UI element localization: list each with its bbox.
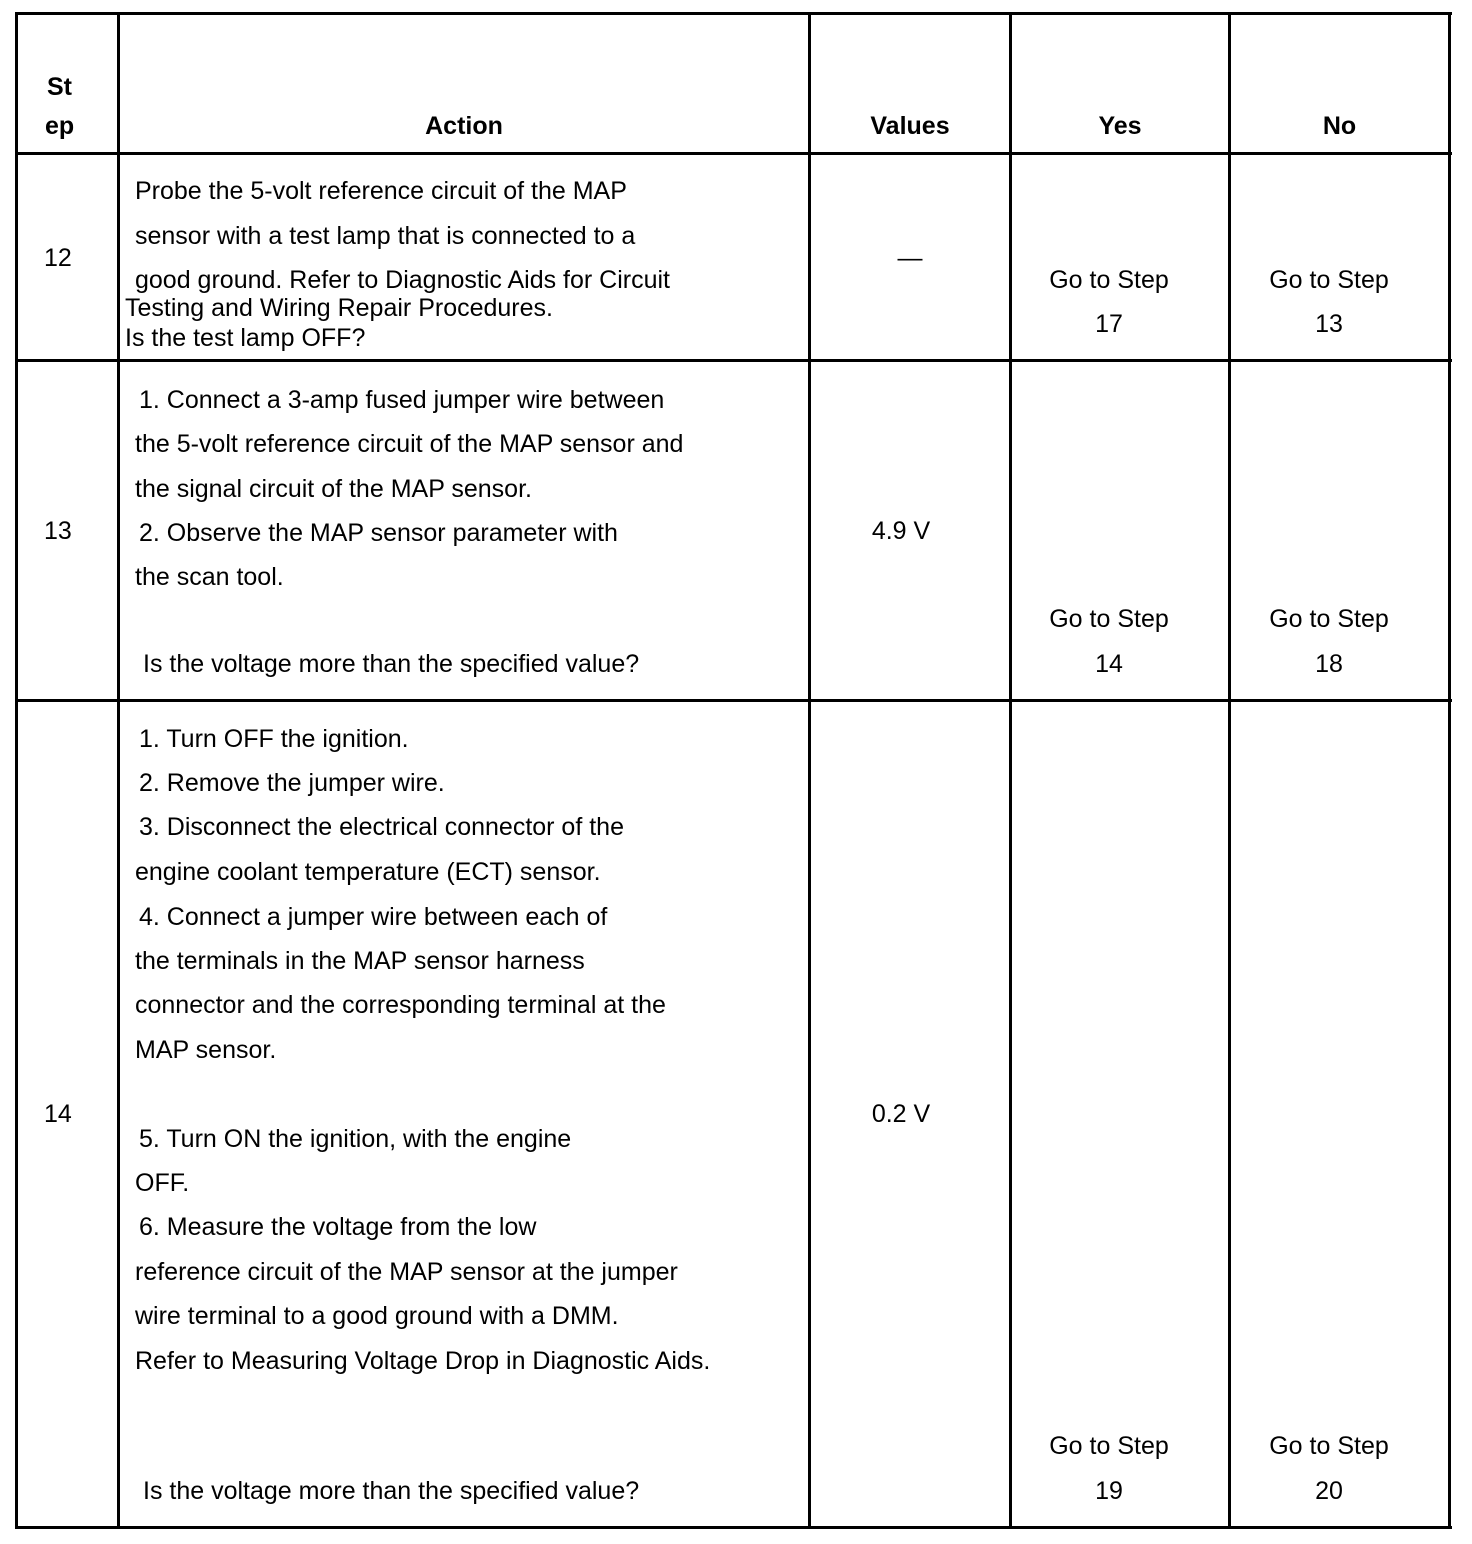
action-line: MAP sensor. xyxy=(135,1036,277,1064)
action-line: 1. Turn OFF the ignition. xyxy=(139,725,409,753)
grid-line xyxy=(117,13,120,1529)
action-line: the terminals in the MAP sensor harness xyxy=(135,947,585,975)
action-line: sensor with a test lamp that is connected to a xyxy=(135,222,636,250)
no-goto-step: 13 xyxy=(1315,310,1343,338)
step-number: 12 xyxy=(44,244,72,272)
action-line: 4. Connect a jumper wire between each of xyxy=(139,903,608,931)
yes-goto-label: Go to Step xyxy=(1049,605,1169,633)
yes-goto-label: Go to Step xyxy=(1049,266,1169,294)
header-step-line1: St xyxy=(47,73,72,101)
action-line: Refer to Measuring Voltage Drop in Diagnostic Aids. xyxy=(135,1347,711,1375)
grid-line xyxy=(15,359,1452,362)
value-cell: — xyxy=(897,244,923,272)
action-line: Is the test lamp OFF? xyxy=(125,324,366,352)
header-action: Action xyxy=(425,112,503,140)
grid-line xyxy=(1448,13,1451,1529)
action-line: connector and the corresponding terminal at the xyxy=(135,991,666,1019)
action-line: 3. Disconnect the electrical connector of the xyxy=(139,813,624,841)
no-goto-label: Go to Step xyxy=(1269,1432,1389,1460)
no-goto-step: 18 xyxy=(1315,650,1343,678)
action-line: Is the voltage more than the specified value? xyxy=(143,1477,640,1505)
action-line: Is the voltage more than the specified value? xyxy=(143,650,640,678)
step-number: 14 xyxy=(44,1100,72,1128)
yes-goto-step: 14 xyxy=(1095,650,1123,678)
header-values: Values xyxy=(870,112,950,140)
grid-line xyxy=(15,1526,1452,1529)
action-line: OFF. xyxy=(135,1169,190,1197)
grid-line xyxy=(808,13,811,1529)
grid-line xyxy=(1228,13,1231,1529)
action-line: 2. Remove the jumper wire. xyxy=(139,769,445,797)
grid-line xyxy=(15,152,1452,155)
yes-goto-step: 19 xyxy=(1095,1477,1123,1505)
grid-line xyxy=(15,699,1452,702)
grid-line xyxy=(1009,13,1012,1529)
action-line: reference circuit of the MAP sensor at the jumper xyxy=(135,1258,678,1286)
action-line: good ground. Refer to Diagnostic Aids for Circuit xyxy=(135,266,670,294)
header-no: No xyxy=(1322,112,1357,140)
action-line: 5. Turn ON the ignition, with the engine xyxy=(139,1125,572,1153)
action-line: engine coolant temperature (ECT) sensor. xyxy=(135,858,601,886)
action-line: Testing and Wiring Repair Procedures. xyxy=(125,294,553,322)
yes-goto-step: 17 xyxy=(1095,310,1123,338)
no-goto-label: Go to Step xyxy=(1269,605,1389,633)
action-line: the scan tool. xyxy=(135,563,284,591)
no-goto-label: Go to Step xyxy=(1269,266,1389,294)
action-line: the signal circuit of the MAP sensor. xyxy=(135,475,532,503)
header-step-line2: ep xyxy=(45,112,75,140)
no-goto-step: 20 xyxy=(1315,1477,1343,1505)
value-cell: 0.2 V xyxy=(871,1100,931,1128)
action-line: 1. Connect a 3-amp fused jumper wire between xyxy=(139,386,665,414)
yes-goto-label: Go to Step xyxy=(1049,1432,1169,1460)
action-line: the 5-volt reference circuit of the MAP sensor and xyxy=(135,430,684,458)
header-yes: Yes xyxy=(1098,112,1142,140)
grid-line xyxy=(15,13,18,1529)
value-cell: 4.9 V xyxy=(871,517,931,545)
action-line: 6. Measure the voltage from the low xyxy=(139,1213,537,1241)
action-line: wire terminal to a good ground with a DMM. xyxy=(135,1302,619,1330)
step-number: 13 xyxy=(44,517,72,545)
action-line: 2. Observe the MAP sensor parameter with xyxy=(139,519,618,547)
action-line: Probe the 5-volt reference circuit of the MAP xyxy=(135,177,627,205)
grid-line xyxy=(15,12,1452,15)
